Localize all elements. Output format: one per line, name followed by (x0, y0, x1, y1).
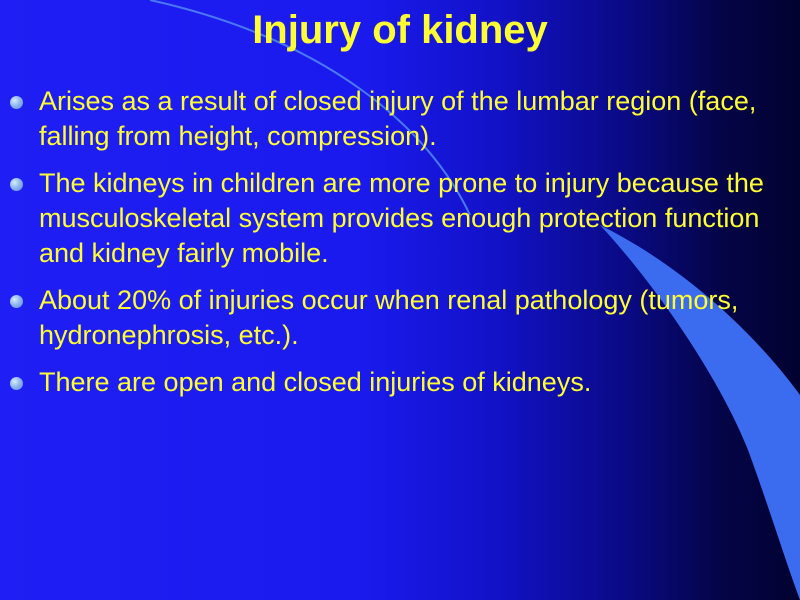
bullet-list (0, 84, 800, 412)
bullet-item (0, 365, 800, 400)
bullet-dot-icon (10, 295, 23, 308)
bullet-item (0, 283, 800, 353)
bullet-text: The kidneys in children are more prone to injury because the musculoskeletal system provides enough protection function and kidney fairly mobile. (39, 168, 764, 268)
bullet-item (0, 166, 800, 271)
bullet-dot-icon (10, 178, 23, 191)
bullet-text: Arises as a result of closed injury of the lumbar region (face, falling from height, compression). (39, 86, 757, 151)
bullet-dot-icon (10, 377, 23, 390)
bullet-dot-icon (10, 96, 23, 109)
slide-title: Injury of kidney (252, 8, 548, 52)
bullet-text: There are open and closed injuries of kidneys. (39, 367, 592, 397)
bullet-text: About 20% of injuries occur when renal pathology (tumors, hydronephrosis, etc.). (39, 285, 739, 350)
bullet-item (0, 84, 800, 154)
